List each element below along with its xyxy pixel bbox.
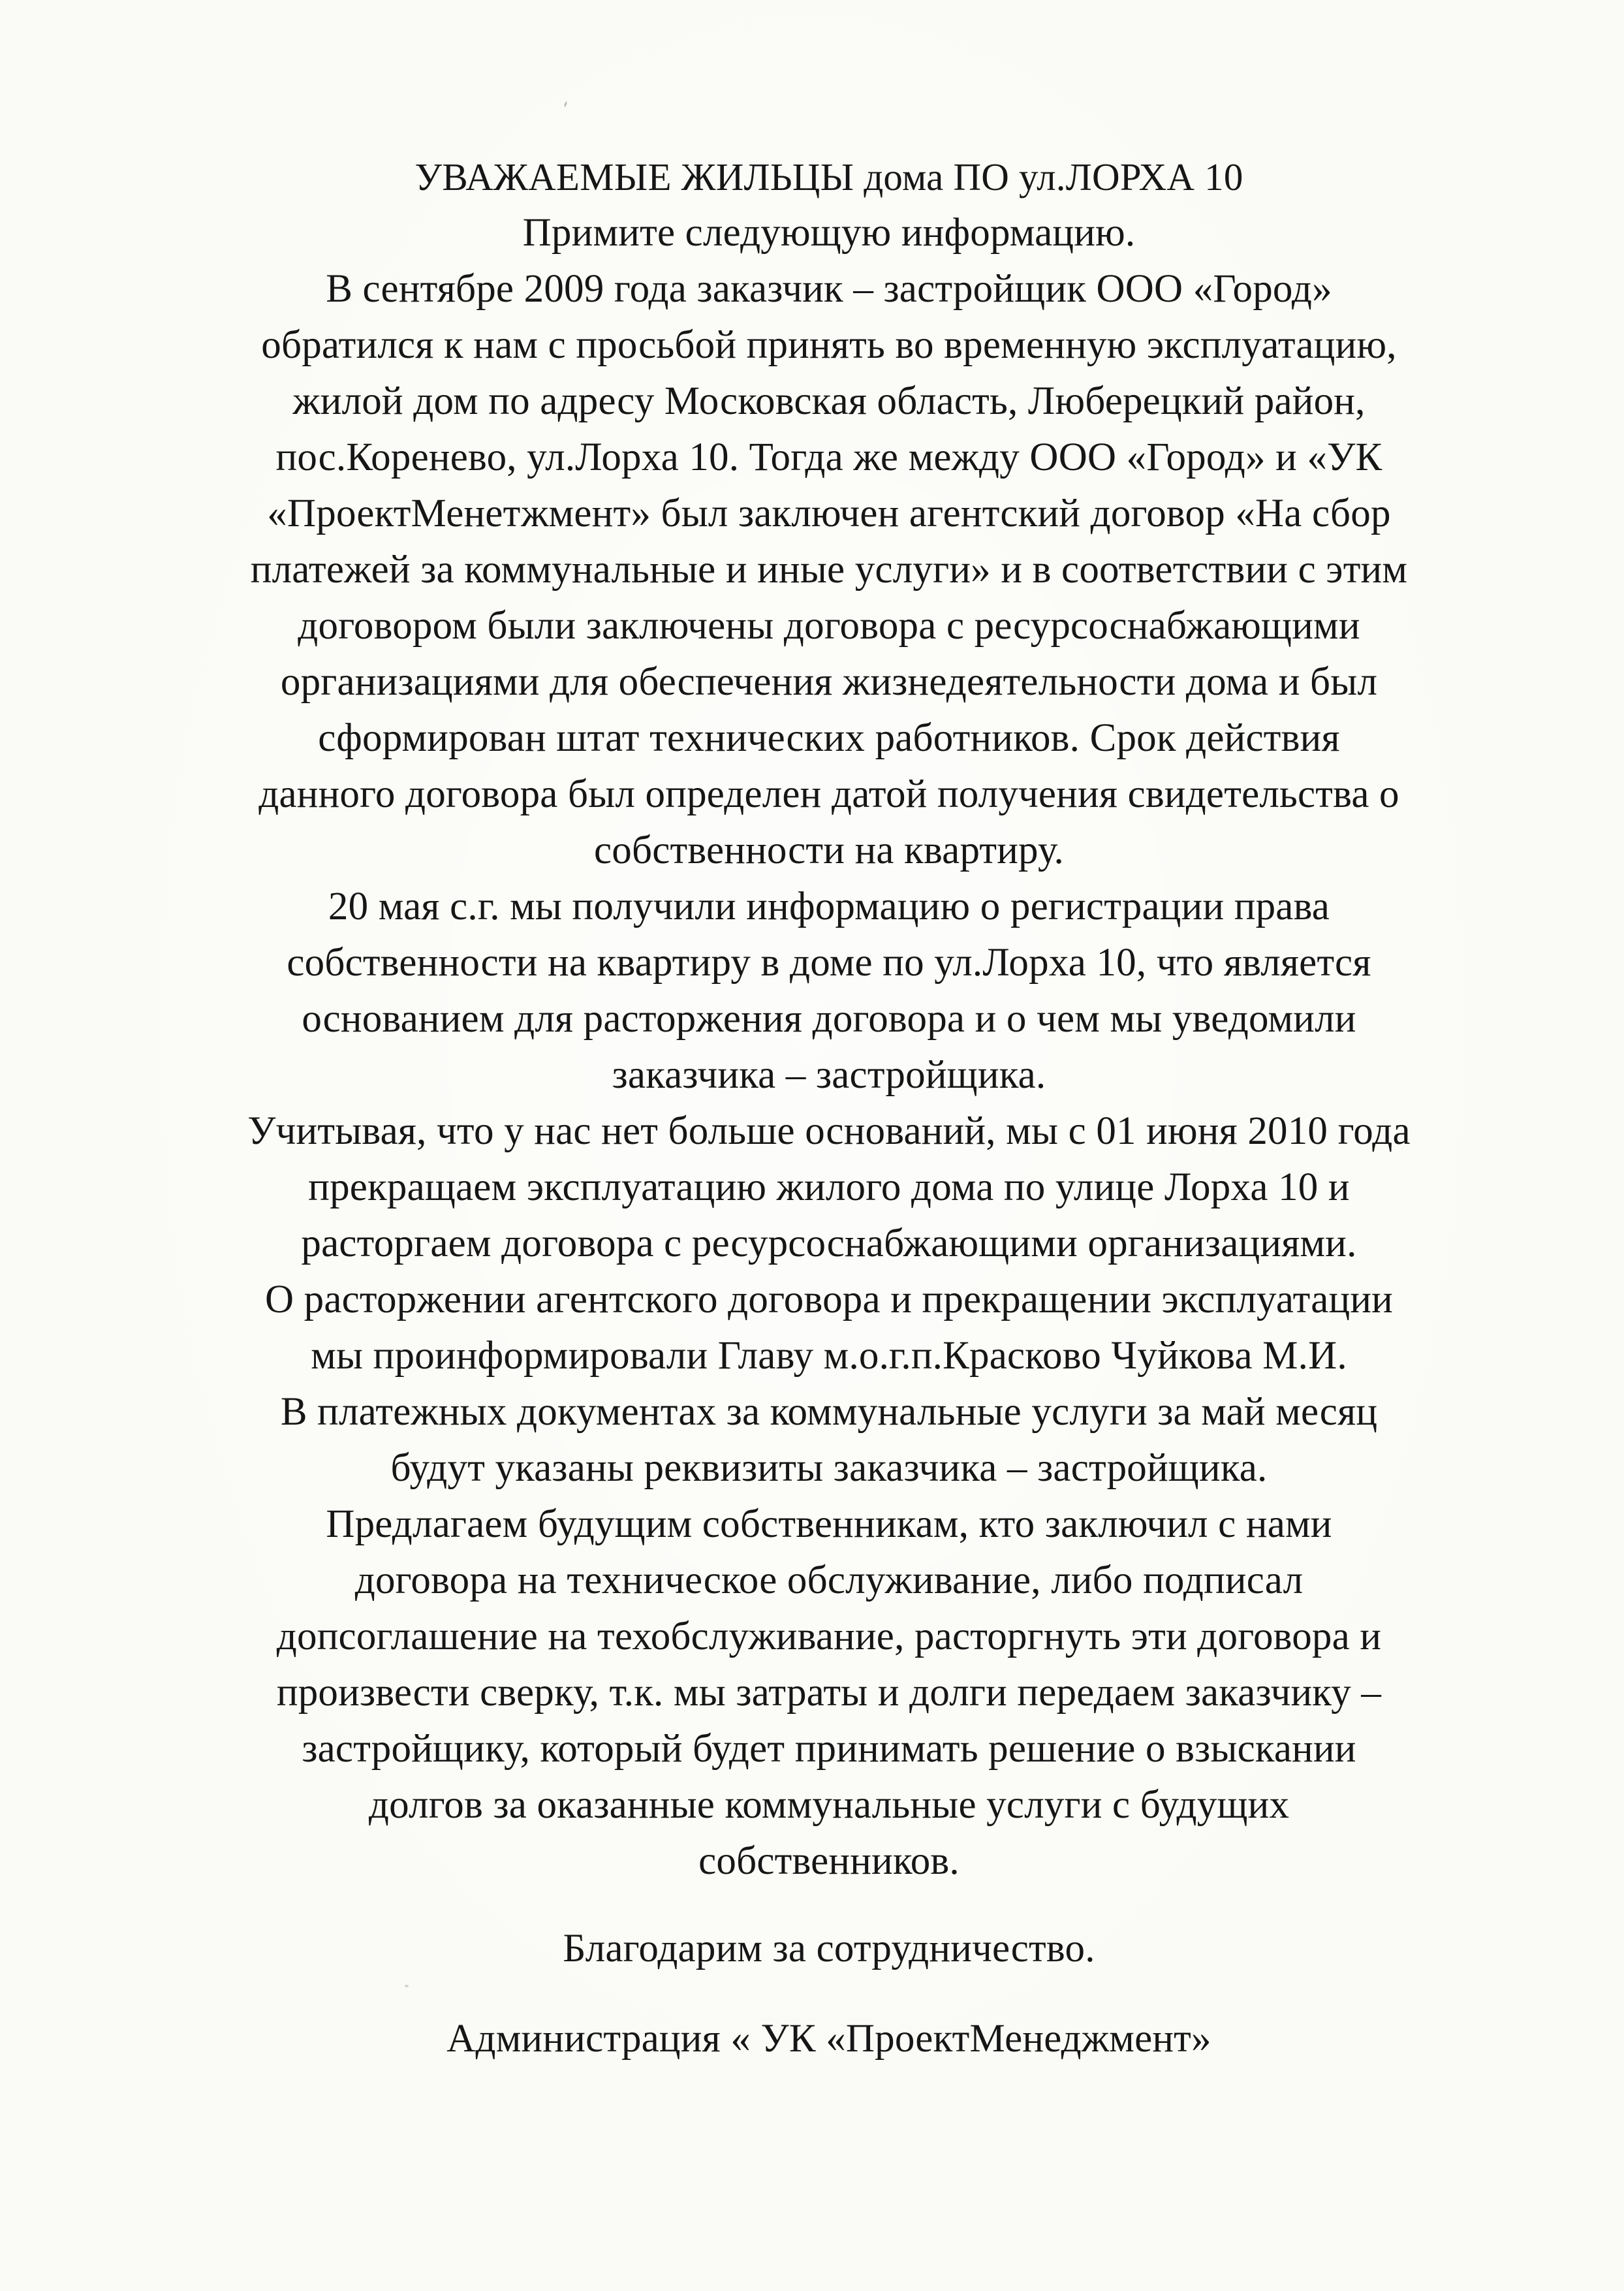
text-line: собственников. bbox=[698, 1839, 960, 1883]
text-line: мы проинформировали Главу м.о.г.п.Красково Чуйкова М.И. bbox=[311, 1334, 1347, 1378]
text-line: В платежных документах за коммунальные услуги за май месяц bbox=[280, 1390, 1378, 1434]
signature-line: Администрация « УК «ПроектМенеджмент» bbox=[446, 2017, 1211, 2061]
text-line: организациями для обеспечения жизнедеятельности дома и был bbox=[280, 660, 1378, 704]
text-line: «ПроектМенетжмент» был заключен агентский договор «На сбор bbox=[267, 492, 1391, 535]
text-line: долгов за оказанные коммунальные услуги с будущих bbox=[368, 1783, 1290, 1827]
text-line: данного договора был определен датой получения свидетельства о bbox=[258, 772, 1399, 816]
text-line: основанием для расторжения договора и о чем мы уведомили bbox=[302, 997, 1356, 1041]
closing-line: Благодарим за сотрудничество. bbox=[563, 1927, 1095, 1970]
text-line: произвести сверку, т.к. мы затраты и долги передаем заказчику – bbox=[276, 1671, 1382, 1714]
text-line: жилой дом по адресу Московская область, Люберецкий район, bbox=[292, 379, 1366, 423]
text-line: расторгаем договора с ресурсоснабжающими организациями. bbox=[301, 1222, 1357, 1265]
text-line: 20 мая с.г. мы получили информацию о регистрации права bbox=[328, 885, 1330, 928]
scan-speck bbox=[564, 101, 568, 107]
text-line: Примите следующую информацию. bbox=[522, 211, 1136, 255]
text-line: В сентябре 2009 года заказчик – застройщик ООО «Город» bbox=[326, 267, 1332, 311]
text-line: платежей за коммунальные и иные услуги» и в соответствии с этим bbox=[250, 548, 1408, 592]
text-line: собственности на квартиру. bbox=[593, 829, 1064, 872]
text-line: прекращаем эксплуатацию жилого дома по улице Лорха 10 и bbox=[308, 1165, 1350, 1209]
text-line: заказчика – застройщика. bbox=[612, 1053, 1046, 1097]
text-line: будут указаны реквизиты заказчика – застройщика. bbox=[390, 1446, 1268, 1490]
text-line: О расторжении агентского договора и прекращении эксплуатации bbox=[264, 1278, 1394, 1321]
text-line: сформирован штат технических работников. Срок действия bbox=[318, 716, 1340, 760]
notice-title: УВАЖАЕМЫЕ ЖИЛЬЦЫ дома ПО ул.ЛОРХА 10 bbox=[414, 155, 1243, 198]
text-line: застройщику, который будет принимать решение о взыскании bbox=[302, 1727, 1356, 1771]
text-line: договора на техническое обслуживание, либо подписал bbox=[354, 1558, 1304, 1602]
text-line: собственности на квартиру в доме по ул.Лорха 10, что является bbox=[287, 941, 1371, 985]
text-line: допсоглашение на техобслуживание, расторгнуть эти договора и bbox=[276, 1615, 1382, 1658]
text-line: пос.Коренево, ул.Лорха 10. Тогда же между ООО «Город» и «УК bbox=[275, 435, 1382, 479]
text-line: Предлагаем будущим собственникам, кто заключил с нами bbox=[326, 1502, 1332, 1546]
text-line: обратился к нам с просьбой принять во временную эксплуатацию, bbox=[261, 323, 1397, 367]
notice-letter bbox=[222, 149, 1436, 2067]
text-line: договором были заключены договора с ресурсоснабжающими bbox=[298, 604, 1360, 648]
text-line: Учитывая, что у нас нет больше оснований, мы с 01 июня 2010 года bbox=[247, 1109, 1411, 1153]
